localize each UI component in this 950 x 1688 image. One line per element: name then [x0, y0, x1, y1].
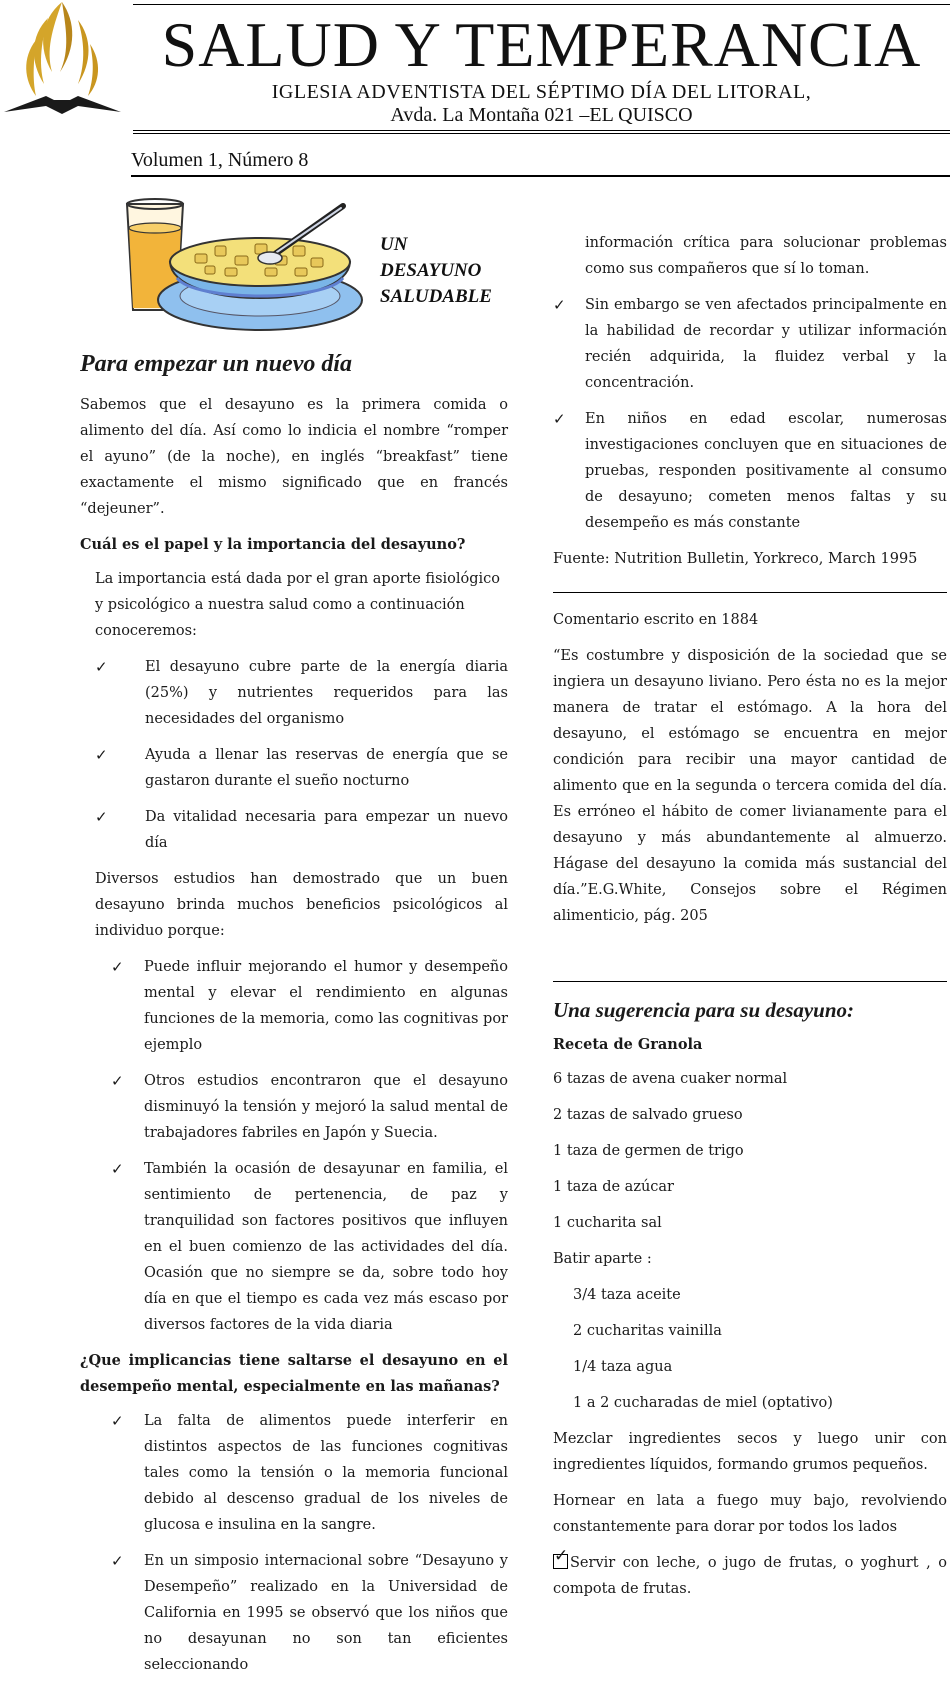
masthead-top-rule	[133, 4, 950, 5]
recipe-title: Receta de Granola	[553, 1036, 703, 1053]
implications-list	[80, 1408, 508, 1678]
white-quote: “Es costumbre y disposición de la sociedad que se ingiera un desayuno liviano. Pero ésta no es la mejor manera de tratar el estómago. A la hora del desayuno, el estómago se encuentra en mejor condición para recibir una mayor cantidad de alimento que en la segunda o tercera comida del día. Es erróneo el hábito de comer livianamente para el desayuno y más abundantemente al almuerzo. Hágase del desayuno la comida más sustancial del día.”E.G.White, Consejos sobre el Régimen alimenticio, pág. 205	[553, 648, 947, 924]
source-citation: Fuente: Nutrition Bulletin, Yorkreco, March 1995	[553, 551, 918, 567]
check-mark-icon: ✓	[111, 958, 124, 976]
masthead-rule	[133, 130, 950, 131]
list-item: ✓ Sin embargo se ven afectados principalmente en la habilidad de recordar y utilizar información recién adquirida, la fluidez verbal y la concentración.	[553, 292, 947, 396]
list-item: ✓ El desayuno cubre parte de la energía diaria (25%) y nutrientes requeridos para las necesidades del organismo	[80, 654, 508, 732]
wet-ingredient: 1 a 2 cucharadas de miel (optativo)	[573, 1395, 833, 1411]
mix-instruction: Mezclar ingredientes secos y luego unir con ingredientes líquidos, formando grumos pequeños.	[553, 1431, 947, 1473]
checkbox-icon: ✓	[553, 1554, 568, 1569]
check-mark-icon: ✓	[111, 1072, 124, 1090]
feature-title-line: DESAYUNO	[380, 260, 482, 281]
check-mark-icon: ✓	[95, 746, 108, 764]
importance-paragraph: La importancia está dada por el gran aporte fisiológico y psicológico a nuestra salud como a continuación conoceremos:	[95, 571, 501, 639]
check-mark-icon: ✓	[553, 410, 566, 428]
ingredient: 1 taza de azúcar	[553, 1179, 674, 1195]
comment-label: Comentario escrito en 1884	[553, 612, 759, 628]
church-address: Avda. La Montaña 021 –EL QUISCO	[390, 104, 693, 126]
check-mark-icon: ✓	[95, 808, 108, 826]
effects-list	[553, 292, 947, 536]
list-item: ✓ Puede influir mejorando el humor y desempeño mental y elevar el rendimiento en algunas funciones de la memoria, como las cognitivas por ejemplo	[80, 954, 508, 1058]
cereal-bowl-juice-illustration	[125, 198, 365, 348]
intro-paragraph: Sabemos que el desayuno es la primera comida o alimento del día. Así como lo indicia el nombre “romper el ayuno” (de la noche), en inglés “breakfast” tiene exactamente el mismo significado que en francés “dejeuner”.	[80, 397, 508, 517]
check-mark-icon: ✓	[111, 1412, 124, 1430]
list-item: ✓ La falta de alimentos puede interferir en distintos aspectos de las funciones cognitivas tales como la tensión o la memoria funcional debido al descenso gradual de los niveles de glucosa e insulina en la sangre.	[80, 1408, 508, 1538]
list-item: ✓ En niños en edad escolar, numerosas investigaciones concluyen que en situaciones de pruebas, responden positivamente al consumo de desayuno; cometen menos faltas y su desempeño es más constante	[553, 406, 947, 536]
check-mark-icon: ✓	[95, 658, 108, 676]
feature-title	[380, 232, 520, 310]
check-mark-icon: ✓	[111, 1160, 124, 1178]
ingredient: 6 tazas de avena cuaker normal	[553, 1071, 788, 1087]
wet-ingredient: 1/4 taza agua	[573, 1359, 673, 1375]
beat-label: Batir aparte :	[553, 1251, 652, 1267]
newsletter-title: SALUD Y TEMPERANCIA	[161, 9, 922, 80]
continuation-paragraph: información crítica para solucionar problemas como sus compañeros que sí lo toman.	[585, 235, 947, 277]
serve-instruction: ✓ Servir con leche, o jugo de frutas, o yoghurt , o compota de frutas.	[553, 1546, 947, 1597]
left-column	[80, 348, 508, 1688]
adventist-logo-icon	[0, 0, 125, 125]
benefits-list	[80, 954, 508, 1338]
volume-number: Volumen 1, Número 8	[131, 149, 309, 171]
ingredient: 1 taza de germen de trigo	[553, 1143, 744, 1159]
check-mark-icon: ✓	[553, 296, 566, 314]
suggestion-heading: Una sugerencia para su desayuno:	[553, 998, 855, 1022]
question-heading: Cuál es el papel y la importancia del desayuno?	[80, 536, 466, 553]
article-heading: Para empezar un nuevo día	[80, 351, 353, 377]
feature-title-line: SALUDABLE	[380, 286, 492, 307]
section-divider	[553, 981, 947, 982]
check-mark-icon: ✓	[111, 1552, 124, 1570]
section-divider	[553, 592, 947, 593]
wet-ingredient: 3/4 taza aceite	[573, 1287, 681, 1303]
ingredient: 2 tazas de salvado grueso	[553, 1107, 743, 1123]
volume-rule	[131, 175, 950, 177]
bake-instruction: Hornear en lata a fuego muy bajo, revolviendo constantemente para dorar por todos los lados	[553, 1493, 947, 1535]
feature-title-line: UN	[380, 234, 408, 255]
right-column	[553, 230, 947, 1612]
list-item: ✓ Otros estudios encontraron que el desayuno disminuyó la tensión y mejoró la salud mental de trabajadores fabriles en Japón y Suecia.	[80, 1068, 508, 1146]
wet-ingredient: 2 cucharitas vainilla	[573, 1323, 722, 1339]
ingredient: 1 cucharita sal	[553, 1215, 662, 1231]
list-item: ✓ También la ocasión de desayunar en familia, el sentimiento de pertenencia, de paz y tranquilidad son factores positivos que influyen en el buen comienzo de las actividades del día. Ocasión que no siempre se da, sobre todo hoy día en que el tiempo es cada vez más escaso por diversos factores de la vida diaria	[80, 1156, 508, 1338]
question-heading: ¿Que implicancias tiene saltarse el desayuno en el desempeño mental, especialmente en las mañanas?	[80, 1352, 508, 1395]
masthead-rule	[133, 133, 950, 134]
list-item: ✓ Da vitalidad necesaria para empezar un nuevo día	[80, 804, 508, 856]
studies-paragraph: Diversos estudios han demostrado que un buen desayuno brinda muchos beneficios psicológicos al individuo porque:	[95, 871, 508, 939]
church-name: IGLESIA ADVENTISTA DEL SÉPTIMO DÍA DEL LITORAL,	[271, 81, 812, 103]
importance-list	[80, 654, 508, 856]
list-item: ✓ En un simposio internacional sobre “Desayuno y Desempeño” realizado en la Universidad de California en 1995 se observó que los niños que no desayunan no son tan eficientes seleccionando	[80, 1548, 508, 1678]
list-item: ✓ Ayuda a llenar las reservas de energía que se gastaron durante el sueño nocturno	[80, 742, 508, 794]
